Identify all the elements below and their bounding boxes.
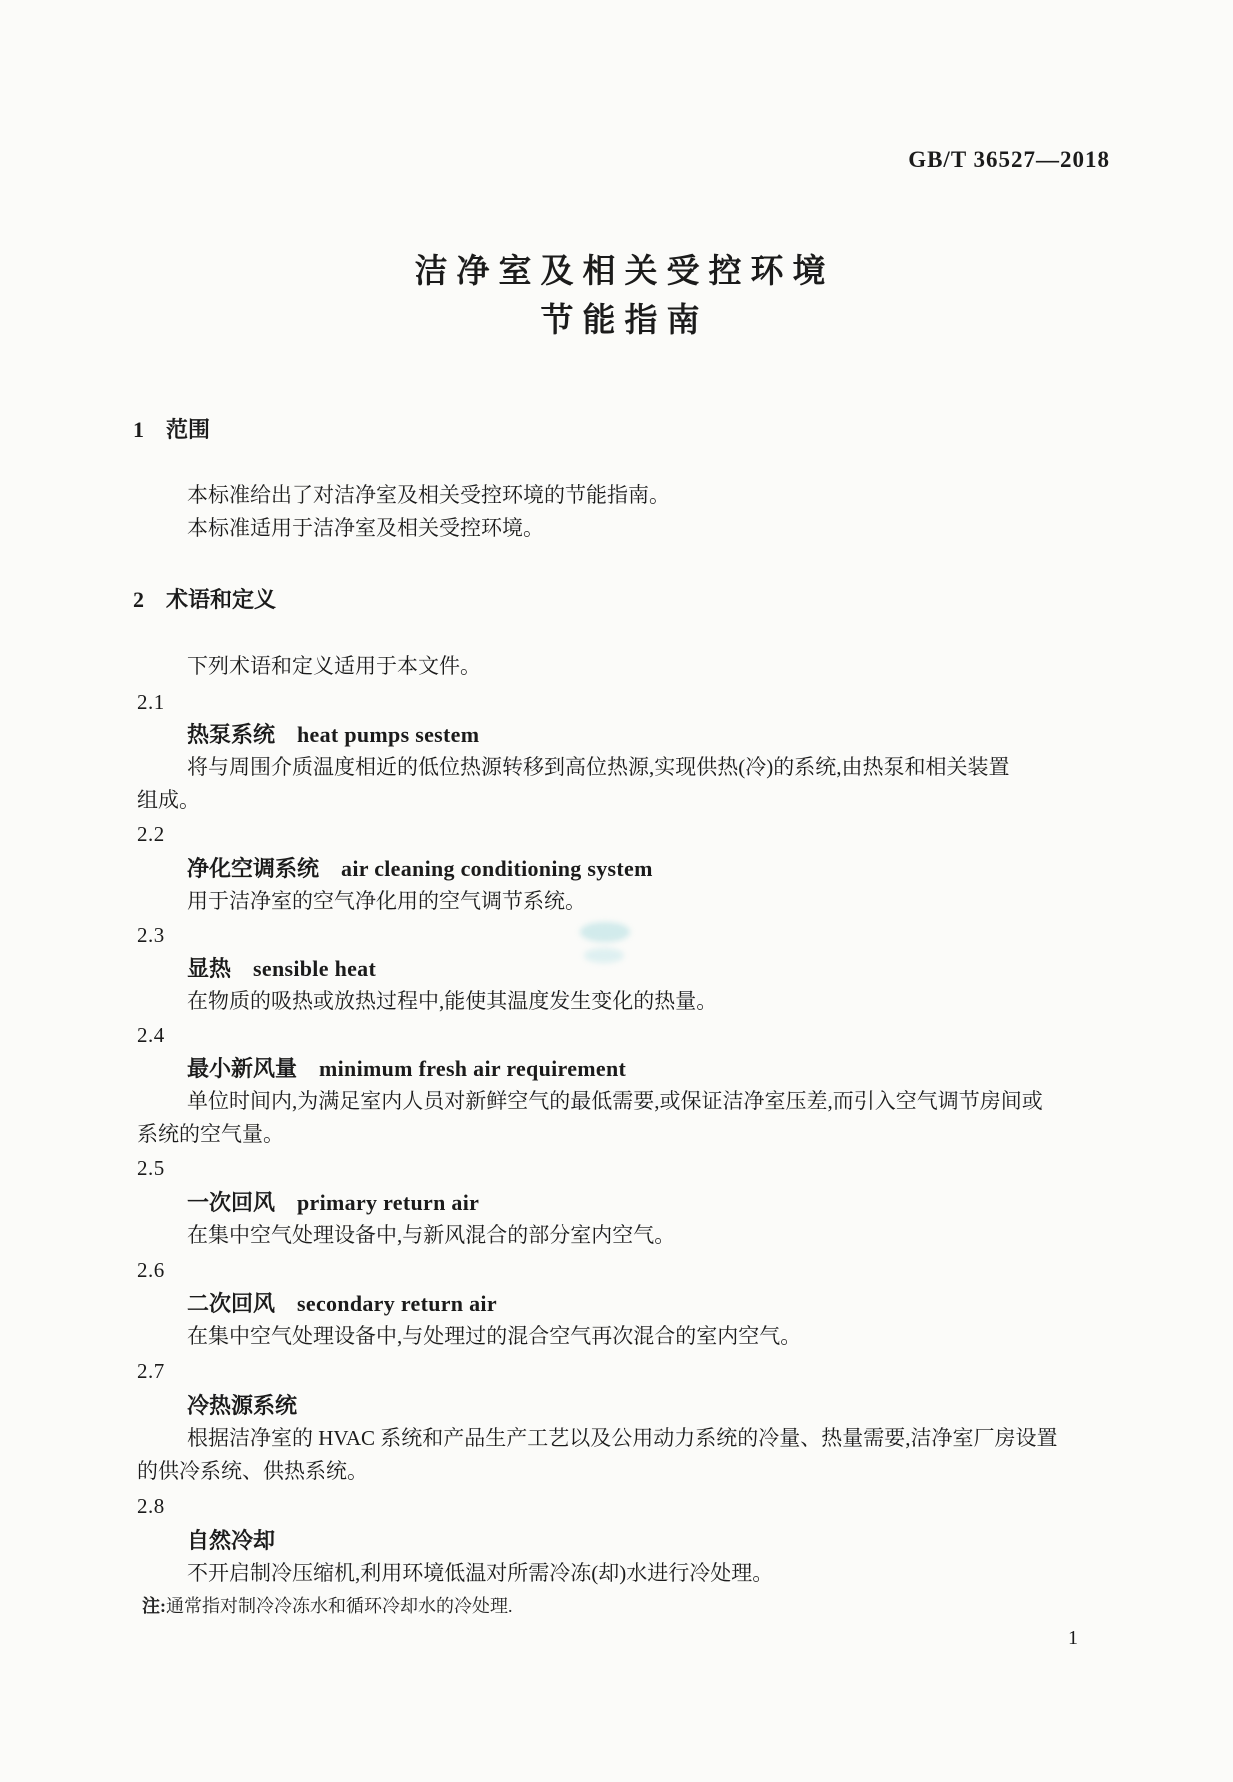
term-number: 2.7 [137,1359,165,1383]
term-definition-line: 根据洁净室的 HVAC 系统和产品生产工艺以及公用动力系统的冷量、热量需要,洁净室厂房设置 [187,1426,1058,1450]
term-number: 2.6 [137,1258,165,1282]
section-heading-scope [133,416,210,444]
term-name-zh: 净化空调系统 [187,856,320,881]
term-name-zh: 二次回风 [187,1291,276,1316]
section-number: 2 [133,587,144,612]
term-note [142,1595,513,1618]
section-number: 1 [133,417,144,442]
term-name-zh: 热泵系统 [187,722,276,747]
term-number: 2.3 [137,923,165,947]
scan-smudge [584,948,624,963]
scope-paragraph-2: 本标准适用于洁净室及相关受控环境。 [187,516,544,540]
term-heading [187,855,653,883]
term-heading [187,721,479,749]
document-title-line1: 洁净室及相关受控环境 [414,254,835,290]
page-number: 1 [1068,1627,1078,1649]
term-name-zh: 一次回风 [187,1190,276,1215]
term-heading [187,1290,497,1318]
term-number: 2.1 [137,690,165,714]
term-name-en: primary return air [297,1190,480,1215]
term-definition-line: 不开启制冷压缩机,利用环境低温对所需冷冻(却)水进行冷处理。 [187,1561,774,1585]
term-definition-line: 将与周围介质温度相近的低位热源转移到高位热源,实现供热(冷)的系统,由热泵和相关装置 [187,755,1010,779]
term-name-zh: 最小新风量 [187,1056,298,1081]
scope-paragraph-1: 本标准给出了对洁净室及相关受控环境的节能指南。 [187,483,670,507]
section-title: 范围 [166,417,211,442]
term-definition-line: 在物质的吸热或放热过程中,能使其温度发生变化的热量。 [187,989,718,1013]
note-label: 注: [142,1596,166,1616]
section-heading-terms [133,586,276,614]
term-name-zh: 自然冷却 [187,1528,276,1553]
term-definition-line: 单位时间内,为满足室内人员对新鲜空气的最低需要,或保证洁净室压差,而引入空气调节房间或 [187,1089,1043,1113]
document-title-line2: 节能指南 [540,303,709,339]
term-heading [187,1527,275,1555]
term-definition-line: 的供冷系统、供热系统。 [137,1459,368,1483]
terms-intro: 下列术语和定义适用于本文件。 [187,654,481,678]
term-definition-line: 在集中空气处理设备中,与新风混合的部分室内空气。 [187,1223,676,1247]
term-number: 2.4 [137,1023,165,1047]
scan-smudge [580,922,630,942]
term-heading [187,1189,479,1217]
term-name-en: sensible heat [253,956,377,981]
term-definition-line: 在集中空气处理设备中,与处理过的混合空气再次混合的室内空气。 [187,1324,802,1348]
term-name-zh: 显热 [187,956,232,981]
term-name-en: secondary return air [297,1291,497,1316]
section-title: 术语和定义 [166,587,277,612]
term-heading [187,1055,626,1083]
term-number: 2.5 [137,1156,165,1180]
standard-number: GB/T 36527—2018 [908,147,1110,172]
term-name-en: minimum fresh air requirement [319,1056,627,1081]
term-number: 2.2 [137,822,165,846]
term-name-en: air cleaning conditioning system [341,856,653,881]
term-name-zh: 冷热源系统 [187,1393,298,1418]
term-definition-line: 系统的空气量。 [137,1122,284,1146]
term-heading [187,955,376,983]
note-text: 通常指对制冷冷冻水和循环冷却水的冷处理. [166,1596,513,1616]
term-heading [187,1392,297,1420]
term-definition-line: 用于洁净室的空气净化用的空气调节系统。 [187,889,586,913]
term-name-en: heat pumps sestem [297,722,480,747]
term-definition-line: 组成。 [137,788,200,812]
term-number: 2.8 [137,1494,165,1518]
